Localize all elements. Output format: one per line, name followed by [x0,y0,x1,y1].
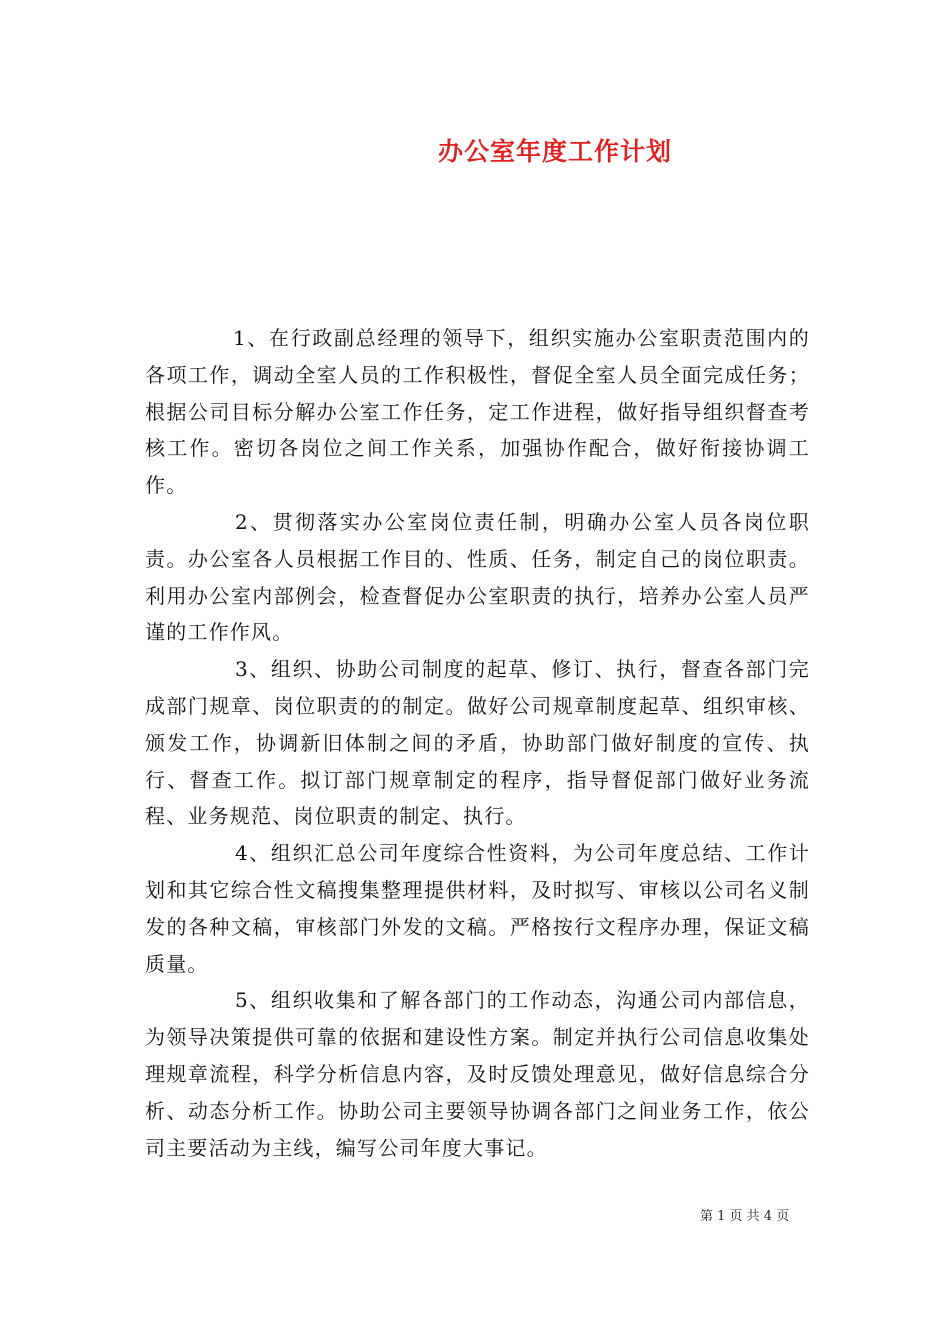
document-title: 办公室年度工作计划 [437,137,672,166]
page-number-footer: 第 1 页 共 4 页 [700,1209,790,1224]
document-body [145,320,810,1166]
paragraph-5: 5、组织收集和了解各部门的工作动态，沟通公司内部信息，为领导决策提供可靠的依据和建设性方案。制定并执行公司信息收集处理规章流程，科学分析信息内容，及时反馈处理意见，做好信息综合分析、动态分析工作。协助公司主要领导协调各部门之间业务工作，依公司主要活动为主线，编写公司年度大事记。 [145,988,810,1160]
paragraph-1: 1、在行政副总经理的领导下，组织实施办公室职责范围内的各项工作，调动全室人员的工作积极性，督促全室人员全面完成任务；根据公司目标分解办公室工作任务，定工作进程，做好指导组织督查考核工作。密切各岗位之间工作关系，加强协作配合，做好衔接协调工作。 [145,326,810,498]
paragraph-2: 2、贯彻落实办公室岗位责任制，明确办公室人员各岗位职责。办公室各人员根据工作目的、性质、任务，制定自己的岗位职责。利用办公室内部例会，检查督促办公室职责的执行，培养办公室人员严谨的工作作风。 [145,509,810,645]
paragraph-4: 4、组织汇总公司年度综合性资料，为公司年度总结、工作计划和其它综合性文稿搜集整理提供材料，及时拟写、审核以公司名义制发的各种文稿，审核部门外发的文稿。严格按行文程序办理，保证文稿质量。 [145,841,810,976]
paragraph-3: 3、组织、协助公司制度的起草、修订、执行，督查各部门完成部门规章、岗位职责的的制定。做好公司规章制度起草、组织审核、颁发工作，协调新旧体制之间的矛盾，协助部门做好制度的宣传、执行、督查工作。拟订部门规章制定的程序，指导督促部门做好业务流程、业务规范、岗位职责的制定、执行。 [145,657,810,829]
